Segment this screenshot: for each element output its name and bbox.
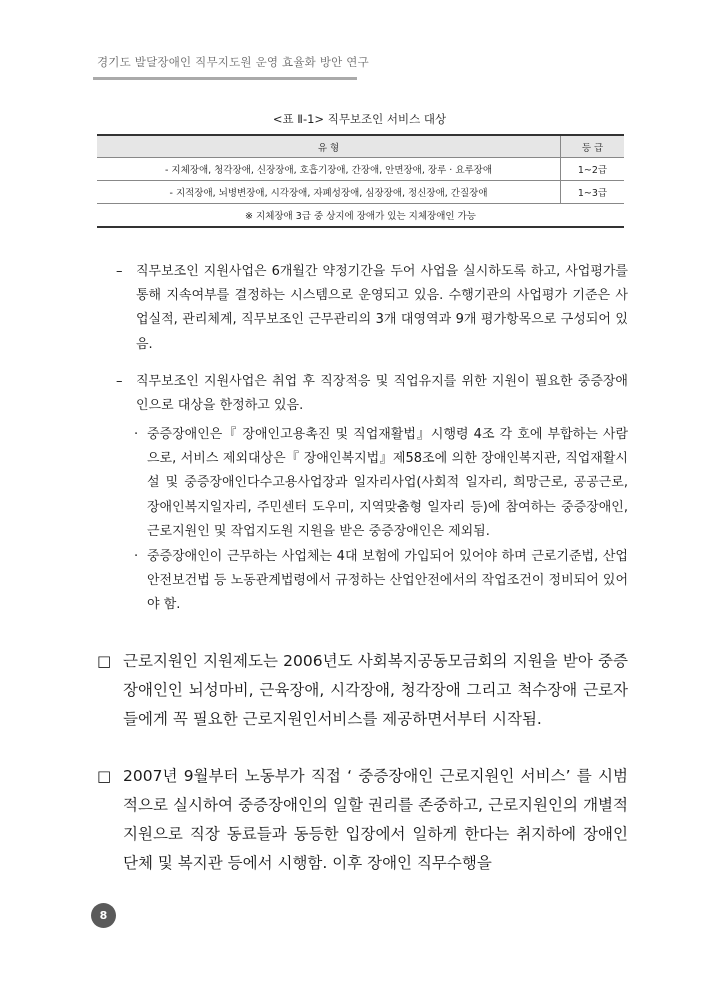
dash-mark: – (116, 374, 123, 389)
service-target-table (97, 134, 624, 228)
bullet-text: 직무보조인 지원사업은 6개월간 약정기간을 두어 사업을 실시하도록 하고, 사업평가를 통해 지속여부를 결정하는 시스템으로 운영되고 있음. 수행기관의 사업평가 기준은 사업실적, 관리체계, 직무보조인 근무관리의 3개 대영역과 9개 평가항목으로 구성되어 있음. (136, 264, 628, 352)
bullet-evaluation (116, 260, 628, 357)
checkbox-square-icon: □ (97, 652, 112, 670)
paragraph-history-2007 (97, 762, 628, 878)
dot-mark: · (134, 427, 139, 442)
table-row (97, 181, 624, 204)
checkbox-square-icon: □ (97, 767, 112, 785)
sub-bullet-workplace (134, 545, 628, 618)
bullet-target-scope (116, 370, 628, 418)
running-title: 경기도 발달장애인 직무지도원 운영 효율화 방안 연구 (97, 55, 369, 69)
row-grade: 1~2급 (561, 158, 625, 181)
table-note: ※ 지체장애 3급 중 상지에 장애가 있는 지체장애인 가능 (97, 204, 624, 228)
bullet-text: 직무보조인 지원사업은 취업 후 직장적응 및 직업유지를 위한 지원이 필요한 중증장애인으로 대상을 한정하고 있음. (136, 374, 628, 414)
sub-bullet-text: 중증장애인이 근무하는 사업체는 4대 보험에 가입되어 있어야 하며 근로기준법, 산업안전보건법 등 노동관계법령에서 규정하는 산업안전에서의 작업조건이 정비되어 있어야 함. (147, 549, 629, 613)
paragraph-history-2006 (97, 647, 628, 734)
dot-mark: · (134, 549, 139, 564)
table-note-row (97, 204, 624, 228)
header-rule (93, 77, 357, 80)
dash-mark: – (116, 264, 123, 279)
table-header-row (97, 135, 624, 158)
sub-bullet-definition (134, 423, 628, 544)
paragraph-text: 2007년 9월부터 노동부가 직접 ‘ 중증장애인 근로지원인 서비스’ 를 시범적으로 실시하여 중증장애인의 일할 권리를 존중하고, 근로지원인의 개별적 지원으로 직장 동료들과 동등한 입장에서 일하게 한다는 취지하에 장애인 단체 및 복지관 등에서 시행함. 이후 장애인 직무수행을 (123, 767, 628, 872)
sub-bullet-text: 중증장애인은『 장애인고용촉진 및 직업재활법』시행령 4조 각 호에 부합하는 사람으로, 서비스 제외대상은『 장애인복지법』제58조에 의한 장애인복지관, 직업재활시설 및 중증장애인다수고용사업장과 일자리사업(사회적 일자리, 희망근로, 공공근로, 장애인복지일자리, 주민센터 도우미, 지역맞춤형 일자리 등)에 참여하는 중증장애인, 근로지원인 및 작업지도원 지원을 받은 중증장애인은 제외됨. (147, 427, 628, 539)
paragraph-text: 근로지원인 지원제도는 2006년도 사회복지공동모금회의 지원을 받아 중증장애인인 뇌성마비, 근육장애, 시각장애, 청각장애 그리고 척수장애 근로자들에게 꼭 필요한 근로지원인서비스를 제공하면서부터 시작됨. (123, 652, 628, 728)
row-grade: 1~3급 (561, 181, 625, 204)
table-caption: <표 Ⅱ-1> 직무보조인 서비스 대상 (272, 112, 447, 126)
row-type: - 지적장애, 뇌병변장애, 시각장애, 자폐성장애, 심장장애, 정신장애, 간질장애 (97, 181, 561, 204)
header-grade: 등 급 (561, 135, 625, 158)
page-number: 8 (91, 903, 116, 928)
row-type: - 지체장애, 청각장애, 신장장애, 호흡기장애, 간장애, 안면장애, 장루 · 요루장애 (97, 158, 561, 181)
table-row (97, 158, 624, 181)
header-type: 유 형 (97, 135, 561, 158)
